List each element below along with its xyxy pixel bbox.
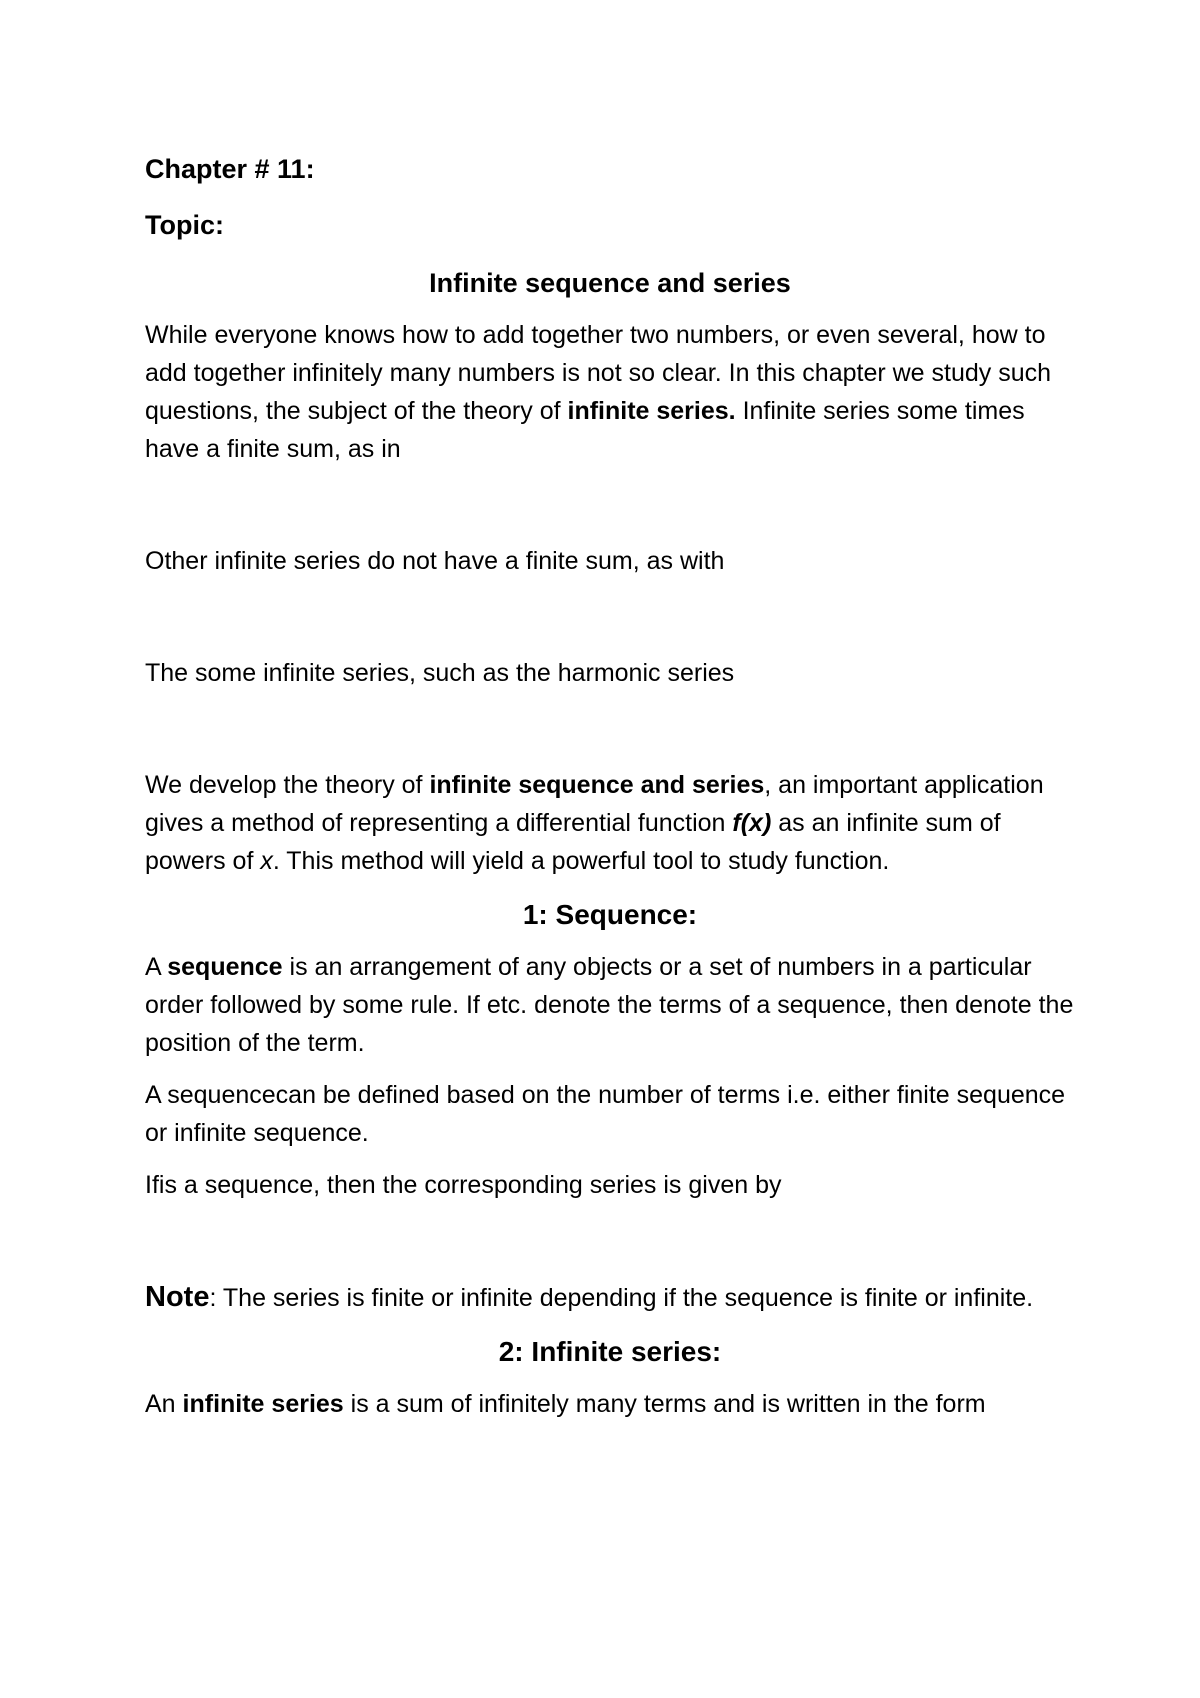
note-label: Note: [145, 1281, 210, 1313]
sequence-def-text-2: is an arrangement of any objects or a set of numbers in a particular order followed by some rule. If etc. denote the terms of a sequence, then denote the position of the term.: [145, 953, 1074, 1057]
sequence-types-paragraph: A sequencecan be defined based on the number of terms i.e. either finite sequence or infinite sequence.: [145, 1081, 1066, 1147]
sequence-def-text-1: A: [145, 953, 168, 981]
document-page: [145, 150, 1075, 1423]
document-title: Infinite sequence and series: [429, 268, 791, 298]
section-1-heading: 1: Sequence:: [522, 899, 698, 930]
infinite-series-definition-paragraph: [145, 1385, 1075, 1423]
develop-text-1: We develop the theory of: [145, 771, 430, 799]
equation-placeholder-3: [145, 692, 1075, 752]
equation-placeholder-4: [145, 1204, 1075, 1264]
develop-text-4: . This method will yield a powerful tool to study function.: [272, 847, 890, 875]
sequence-bold-term: sequence: [167, 953, 283, 981]
section-2-heading: 2: Infinite series:: [498, 1336, 722, 1367]
infinite-series-bold-term: infinite series: [182, 1390, 344, 1418]
other-series-paragraph: Other infinite series do not have a finite sum, as with: [145, 547, 725, 575]
sequence-definition-paragraph: [145, 948, 1075, 1062]
note-paragraph: [145, 1278, 1075, 1317]
develop-bold-term: infinite sequence and series: [429, 771, 765, 799]
intro-paragraph: [145, 316, 1075, 468]
intro-text-1: While everyone knows how to add together two numbers, or even several, how to add together infinitely many numbers is not so clear. In this chapter we study such questions, the subject of the theory of: [145, 321, 1052, 425]
harmonic-paragraph: The some infinite series, such as the harmonic series: [145, 659, 735, 687]
note-text: : The series is finite or infinite depending if the sequence is finite or infinite.: [209, 1284, 1034, 1312]
corresponding-series-paragraph: Ifis a sequence, then the corresponding series is given by: [145, 1171, 782, 1199]
infinite-series-def-text-2: is a sum of infinitely many terms and is written in the form: [343, 1390, 986, 1418]
infinite-series-def-text-1: An: [145, 1390, 183, 1418]
topic-label: Topic:: [145, 210, 224, 240]
develop-text-3: as an infinite sum of powers of: [145, 809, 1001, 875]
equation-placeholder-2: [145, 580, 1075, 640]
equation-placeholder-1: [145, 468, 1075, 528]
develop-function-fx: f(x): [732, 809, 772, 837]
develop-paragraph: [145, 766, 1075, 880]
develop-variable-x: x: [260, 847, 273, 875]
intro-bold-term: infinite series.: [567, 397, 736, 425]
chapter-heading: Chapter # 11:: [145, 154, 315, 184]
develop-text-2: , an important application gives a method of representing a differential function: [145, 771, 1044, 837]
intro-text-2: Infinite series some times have a finite sum, as in: [145, 397, 1025, 463]
